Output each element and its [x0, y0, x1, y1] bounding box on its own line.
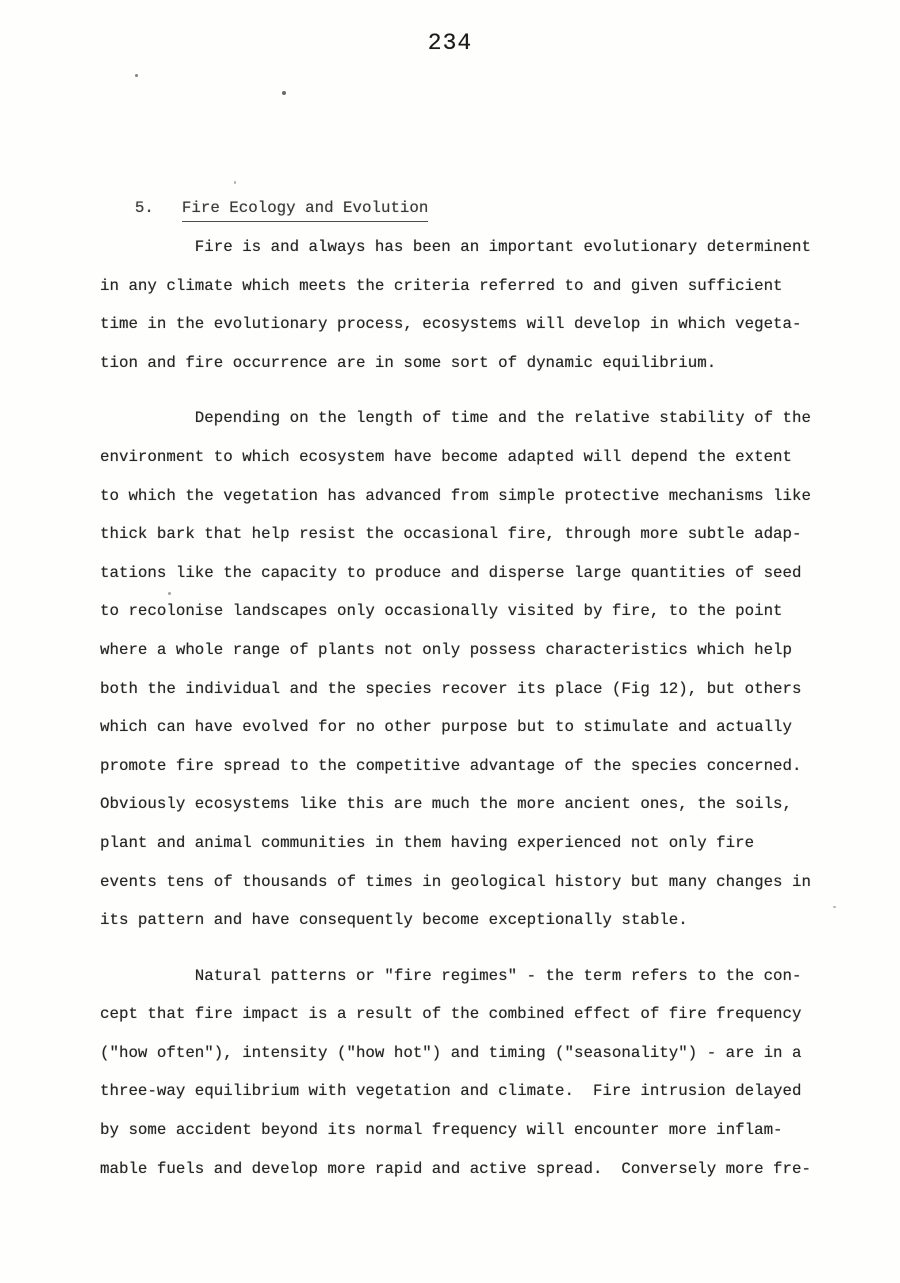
- paragraph-adaptation: [100, 399, 860, 939]
- paragraph-fire-regimes: [100, 957, 860, 1189]
- text-line: time in the evolutionary process, ecosystems will develop in which vegeta-: [100, 315, 802, 334]
- text-line: Fire is and always has been an important evolutionary determinent: [100, 238, 811, 256]
- text-line: three-way equilibrium with vegetation and climate. Fire intrusion delayed: [100, 1082, 802, 1101]
- text-line: thick bark that help resist the occasional fire, through more subtle adap-: [100, 525, 802, 544]
- text-line: promote fire spread to the competitive advantage of the species concerned.: [100, 756, 802, 775]
- text-line: plant and animal communities in them having experienced not only fire: [100, 833, 755, 852]
- text-line: where a whole range of plants not only possess characteristics which help: [100, 640, 793, 659]
- page-number: 234: [427, 30, 473, 56]
- text-line: Natural patterns or "fire regimes" - the term refers to the con-: [100, 966, 802, 985]
- section-number: 5.: [134, 199, 154, 217]
- section-title: Fire Ecology and Evolution: [182, 199, 428, 222]
- text-line: tion and fire occurrence are in some sort of dynamic equilibrium.: [100, 353, 717, 372]
- text-line: by some accident beyond its normal frequency will encounter more inflam-: [100, 1121, 783, 1140]
- text-line: Depending on the length of time and the relative stability of the: [100, 409, 811, 428]
- body-text: [100, 228, 860, 1205]
- scan-speck: [135, 74, 138, 77]
- paragraph-fire-evolution: [100, 228, 860, 382]
- text-line: events tens of thousands of times in geological history but many changes in: [100, 872, 811, 891]
- text-line: cept that fire impact is a result of the combined effect of fire frequency: [100, 1005, 802, 1024]
- text-line: in any climate which meets the criteria referred to and given sufficient: [100, 276, 783, 295]
- text-line: tations like the capacity to produce and disperse large quantities of seed: [100, 563, 802, 582]
- text-line: Obviously ecosystems like this are much the more ancient ones, the soils,: [100, 795, 793, 814]
- scan-speck: [282, 91, 286, 95]
- text-line: environment to which ecosystem have become adapted will depend the extent: [100, 447, 793, 466]
- text-line: to recolonise landscapes only occasionally visited by fire, to the point: [100, 602, 783, 621]
- text-line: ("how often"), intensity ("how hot") and timing ("seasonality") - are in a: [100, 1043, 802, 1062]
- text-line: to which the vegetation has advanced from simple protective mechanisms like: [100, 486, 811, 505]
- text-line: which can have evolved for no other purpose but to stimulate and actually: [100, 718, 793, 737]
- text-line: its pattern and have consequently become exceptionally stable.: [100, 911, 688, 930]
- text-line: both the individual and the species recover its place (Fig 12), but others: [100, 679, 802, 698]
- text-line: mable fuels and develop more rapid and active spread. Conversely more fre-: [100, 1159, 811, 1178]
